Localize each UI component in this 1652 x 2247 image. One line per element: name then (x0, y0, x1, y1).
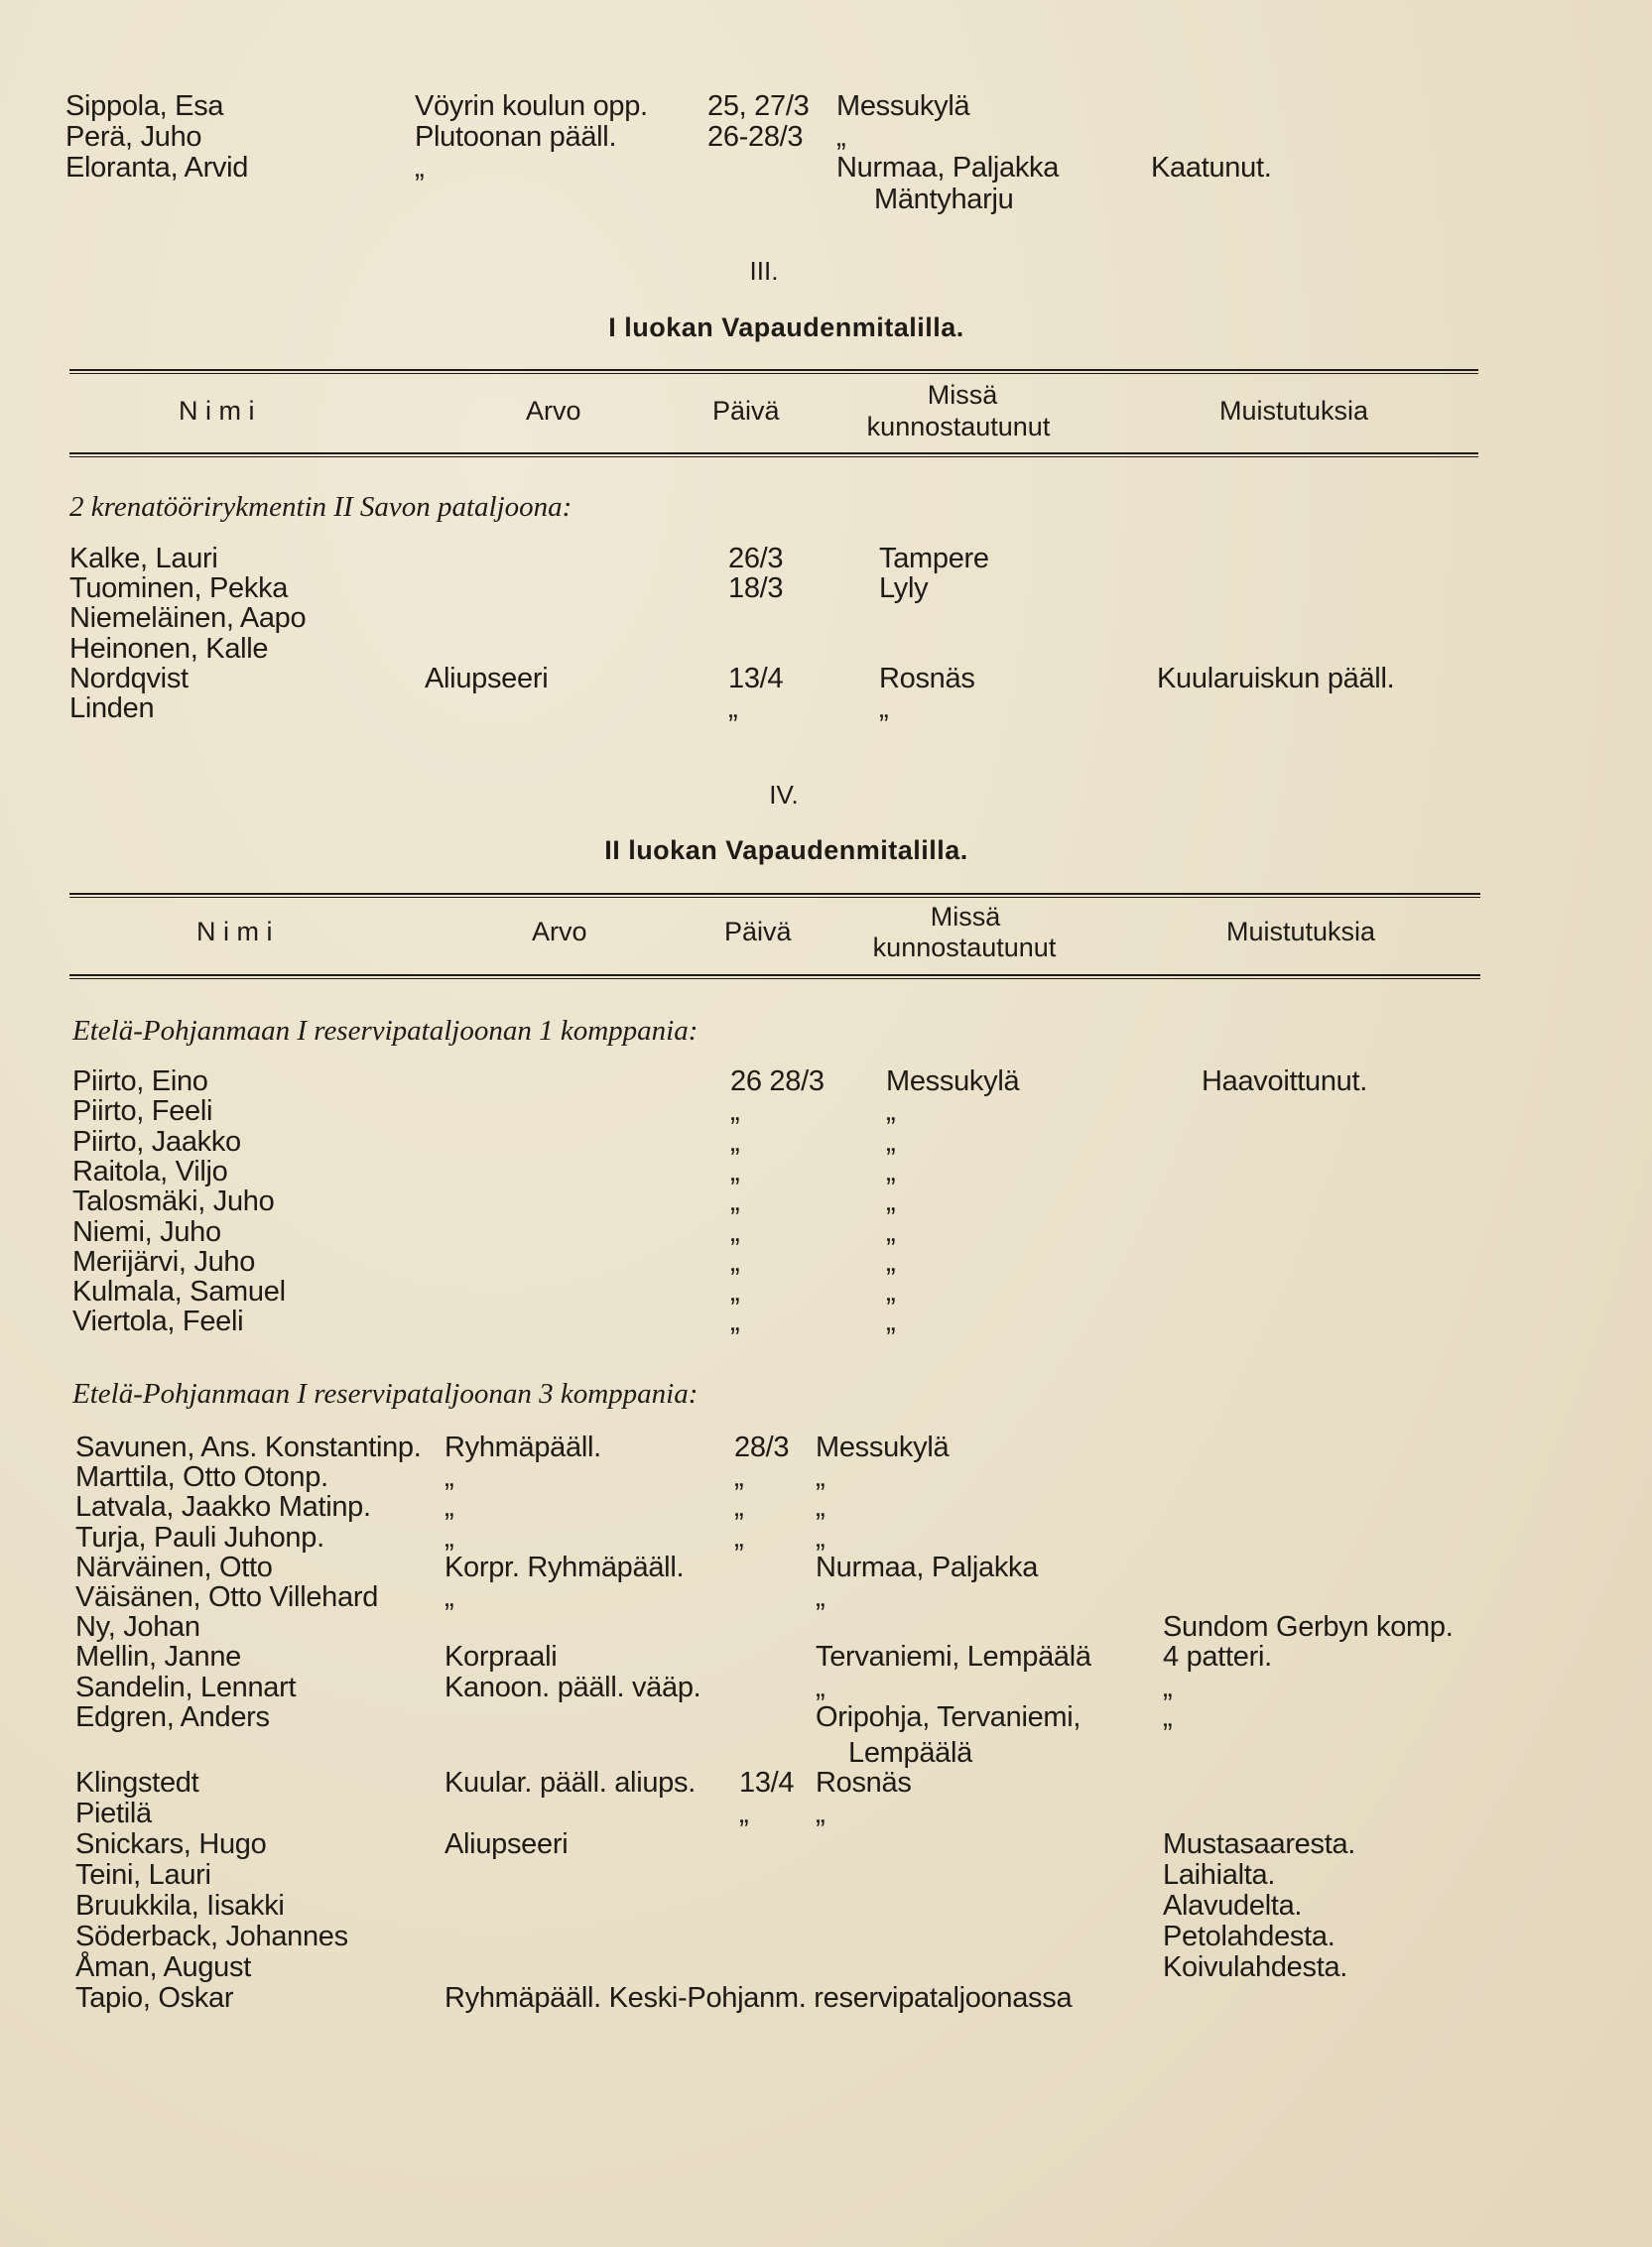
table-rule (69, 369, 1478, 371)
row-name: Piirto, Jaakko (72, 1125, 241, 1158)
row-name: Marttila, Otto Otonp. (75, 1461, 328, 1494)
unit-heading: Etelä-Pohjanmaan I reservipataljoonan 1 komppania: (72, 1015, 699, 1047)
row-missa: Nurmaa, Paljakka (816, 1551, 1039, 1583)
row-missa: „ (886, 1125, 896, 1158)
row-muistutus: Kuularuiskun pääll. (1157, 662, 1395, 694)
row-muistutus: Haavoittunut. (1202, 1065, 1367, 1097)
row-missa: Messukylä (816, 1432, 950, 1463)
row-arvo: „ (445, 1521, 454, 1554)
row-muistutus: Koivulahdesta. (1163, 1951, 1348, 1983)
row-name: Snickars, Hugo (75, 1828, 267, 1860)
row-name: Niemi, Juho (72, 1215, 221, 1248)
row-missa: „ (816, 1521, 826, 1554)
row-arvo: Aliupseeri (425, 662, 549, 694)
row-arvo: Kuular. pääll. aliups. (445, 1767, 696, 1799)
section-title: I luokan Vapaudenmitalilla. (608, 312, 964, 342)
row-paiva: „ (739, 1798, 749, 1829)
row-name: Tapio, Oskar (75, 1982, 234, 2014)
row-name: Linden (69, 692, 155, 724)
col-header-arvo: Arvo (532, 917, 587, 946)
row-paiva: 26/3 (728, 543, 784, 574)
row-muistutus: Petolahdesta. (1163, 1921, 1335, 1952)
row-arvo: Ryhmäpääll. Keski-Pohjanm. reservipataljoonassa (445, 1982, 1073, 2014)
row-name: Piirto, Feeli (72, 1095, 213, 1128)
row-paiva: 25, 27/3 (707, 90, 810, 122)
row-missa: Lyly (879, 572, 929, 605)
row-name: Teini, Lauri (75, 1859, 211, 1891)
row-muistutus: Sundom Gerbyn komp. (1163, 1611, 1454, 1644)
row-arvo: Kanoon. pääll. vääp. (445, 1671, 701, 1703)
table-rule (69, 897, 1480, 898)
row-missa: „ (886, 1245, 896, 1278)
row-paiva: 26-28/3 (707, 121, 804, 153)
col-header-missa-sub: kunnostautunut (866, 412, 1051, 441)
row-name: Viertola, Feeli (72, 1306, 244, 1338)
row-arvo: „ (445, 1581, 454, 1613)
col-header-nimi: N i m i (179, 396, 255, 426)
row-name: Mellin, Janne (75, 1641, 241, 1674)
row-missa: „ (879, 692, 889, 724)
row-name: Klingstedt (75, 1767, 199, 1799)
row-arvo: „ (445, 1461, 454, 1494)
row-muistutus: Laihialta. (1163, 1859, 1276, 1891)
col-header-paiva: Päivä (724, 917, 792, 946)
row-missa: Tervaniemi, Lempäälä (816, 1641, 1091, 1674)
col-header-missa: Missä (927, 380, 998, 410)
row-missa: „ (816, 1461, 826, 1494)
row-arvo: Vöyrin koulun opp. (415, 90, 648, 122)
row-missa: Messukylä (886, 1065, 1020, 1097)
row-missa: „ (886, 1276, 896, 1309)
row-paiva: „ (730, 1245, 740, 1278)
row-name: Perä, Juho (65, 121, 202, 153)
row-name: Talosmäki, Juho (72, 1186, 275, 1218)
row-name: Edgren, Anders (75, 1700, 270, 1733)
extra-location: Lempäälä (848, 1737, 972, 1769)
row-paiva: „ (734, 1461, 744, 1494)
row-paiva: 28/3 (734, 1432, 790, 1463)
unit-heading: Etelä-Pohjanmaan I reservipataljoonan 3 komppania: (72, 1378, 699, 1410)
table-rule (69, 452, 1478, 454)
col-header-paiva: Päivä (712, 396, 780, 426)
row-name: Turja, Pauli Juhonp. (75, 1521, 324, 1554)
row-arvo: Aliupseeri (445, 1828, 569, 1860)
row-missa: „ (886, 1306, 896, 1338)
row-missa: „ (886, 1095, 896, 1128)
row-missa: „ (836, 121, 846, 153)
row-name: Tuominen, Pekka (69, 572, 289, 605)
row-paiva: „ (730, 1155, 740, 1187)
col-header-muistutuksia: Muistutuksia (1226, 917, 1376, 946)
row-missa: Tampere (879, 543, 989, 574)
row-missa: „ (886, 1155, 896, 1187)
row-name: Eloranta, Arvid (65, 152, 249, 184)
row-missa: „ (816, 1581, 826, 1613)
row-name: Sandelin, Lennart (75, 1671, 297, 1703)
row-muistutus: „ (1163, 1700, 1173, 1733)
row-paiva: „ (730, 1215, 740, 1248)
row-arvo: Ryhmäpääll. (445, 1432, 601, 1463)
table-rule (69, 974, 1480, 976)
row-missa: Oripohja, Tervaniemi, (816, 1700, 1081, 1733)
row-name: Sippola, Esa (65, 90, 224, 122)
unit-heading: 2 krenatöörirykmentin II Savon pataljoona: (69, 491, 572, 523)
table-rule (69, 456, 1478, 457)
row-name: Närväinen, Otto (75, 1551, 273, 1583)
row-arvo: Plutoonan pääll. (415, 121, 617, 153)
row-paiva: „ (734, 1521, 744, 1554)
section-number: III. (749, 256, 779, 286)
row-missa: Messukylä (836, 90, 970, 122)
row-muistutus: 4 patteri. (1163, 1641, 1272, 1674)
section-number: IV. (769, 780, 799, 810)
row-missa: Rosnäs (816, 1767, 912, 1799)
row-name: Niemeläinen, Aapo (69, 602, 307, 635)
row-paiva: „ (730, 1125, 740, 1158)
row-paiva: 13/4 (739, 1767, 795, 1799)
row-name: Kalke, Lauri (69, 543, 218, 574)
row-paiva: „ (730, 1186, 740, 1218)
row-arvo: „ (445, 1491, 454, 1524)
row-name: Pietilä (75, 1798, 152, 1829)
row-muistutus: „ (1163, 1671, 1173, 1703)
table-rule (69, 978, 1480, 979)
row-missa: Rosnäs (879, 662, 975, 694)
row-arvo: Korpraali (445, 1641, 558, 1674)
row-paiva: 26 28/3 (730, 1065, 825, 1097)
row-paiva: „ (728, 692, 738, 724)
table-rule (69, 893, 1480, 895)
row-paiva: 13/4 (728, 662, 784, 694)
row-name: Raitola, Viljo (72, 1155, 228, 1187)
row-missa: „ (816, 1491, 826, 1524)
top-extra-location: Mäntyharju (874, 184, 1014, 215)
row-muistutus: Kaatunut. (1151, 152, 1272, 184)
row-arvo: Korpr. Ryhmäpääll. (445, 1551, 685, 1583)
row-name: Latvala, Jaakko Matinp. (75, 1491, 371, 1524)
row-missa: „ (886, 1215, 896, 1248)
row-paiva: „ (734, 1491, 744, 1524)
col-header-muistutuksia: Muistutuksia (1219, 396, 1369, 426)
row-paiva: 18/3 (728, 572, 784, 605)
row-name: Nordqvist (69, 662, 189, 694)
row-name: Ny, Johan (75, 1611, 200, 1644)
row-name: Åman, August (75, 1951, 251, 1983)
section-title: II luokan Vapaudenmitalilla. (604, 835, 968, 865)
col-header-missa-sub: kunnostautunut (872, 933, 1057, 962)
row-paiva: „ (730, 1276, 740, 1309)
table-rule (69, 373, 1478, 374)
row-name: Söderback, Johannes (75, 1921, 348, 1952)
col-header-missa: Missä (930, 902, 1001, 932)
row-missa: „ (816, 1798, 826, 1829)
row-missa: „ (886, 1186, 896, 1218)
row-missa: Nurmaa, Paljakka (836, 152, 1060, 184)
col-header-nimi: N i m i (196, 917, 273, 946)
row-name: Bruukkila, Iisakki (75, 1890, 285, 1922)
row-name: Piirto, Eino (72, 1065, 208, 1097)
row-missa: „ (816, 1671, 826, 1703)
row-name: Savunen, Ans. Konstantinp. (75, 1432, 422, 1463)
row-name: Kulmala, Samuel (72, 1276, 286, 1309)
row-name: Merijärvi, Juho (72, 1245, 256, 1278)
row-paiva: „ (730, 1095, 740, 1128)
row-arvo: „ (415, 152, 425, 184)
row-muistutus: Mustasaaresta. (1163, 1828, 1356, 1860)
row-paiva: „ (730, 1306, 740, 1338)
col-header-arvo: Arvo (526, 396, 581, 426)
row-muistutus: Alavudelta. (1163, 1890, 1303, 1922)
row-name: Väisänen, Otto Villehard (75, 1581, 379, 1613)
row-name: Heinonen, Kalle (69, 632, 269, 665)
